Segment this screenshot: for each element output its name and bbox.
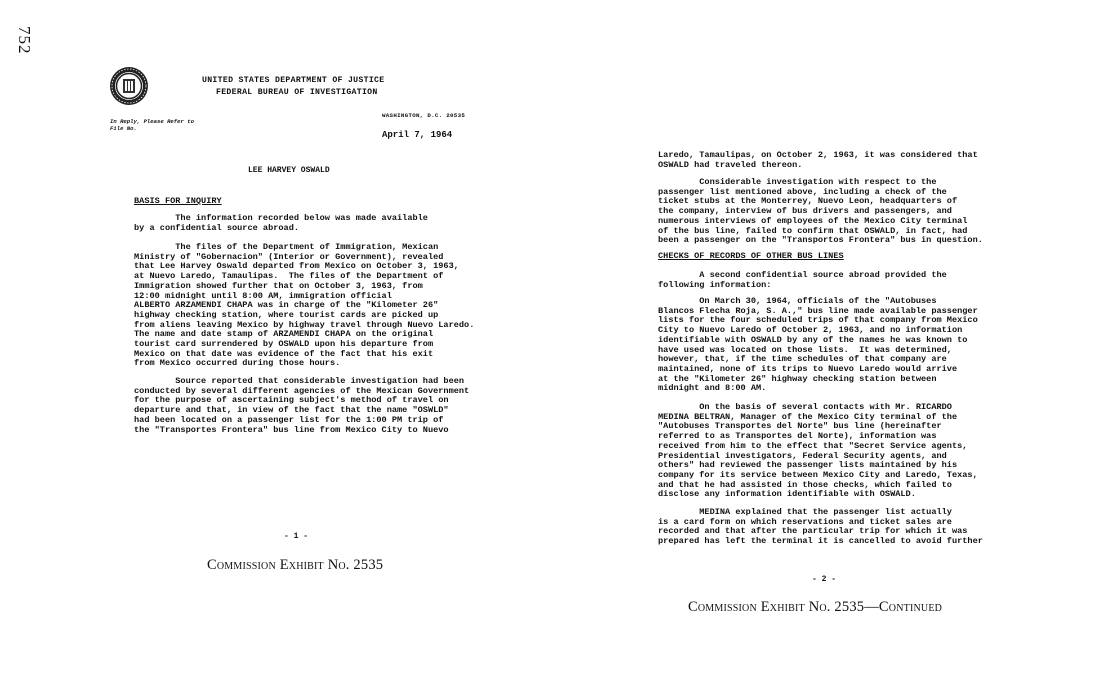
fbi-seal-icon bbox=[109, 66, 149, 106]
agency-line-1: UNITED STATES DEPARTMENT OF JUSTICE bbox=[202, 76, 385, 85]
volume-page-number: 752 bbox=[15, 26, 34, 55]
section-heading: CHECKS OF RECORDS OF OTHER BUS LINES bbox=[658, 251, 844, 261]
section-heading: BASIS FOR INQUIRY bbox=[134, 196, 222, 206]
paragraph: On the basis of several contacts with Mr. RICARDO MEDINA BELTRAN, Manager of the Mexico City terminal of the "Autobuses Transportes del Norte" bus line (hereinafter referred to as Transportes del Norte), information was received from him to the effect that "Secret Service agents, Presidential investigators, Federal Security agents, and others" had reviewed the passenger lists maintained by his company for its service between Mexico City and Laredo, Texas, and that he had assisted in those checks, which failed to disclose any information identifiable with OSWALD. bbox=[658, 402, 978, 500]
agency-line-2: FEDERAL BUREAU OF INVESTIGATION bbox=[216, 88, 378, 97]
reply-reference bbox=[110, 118, 194, 132]
paragraph: Considerable investigation with respect to the passenger list mentioned above, including a check of the ticket stubs at the Monterrey, Nuevo Leon, headquarters of the company, interview of bus drivers and passengers, and numerous interviews of employees of the Mexico City terminal of the bus line, failed to confirm that OSWALD, in fact, had been a passenger on the "Transportos Frontera" bus in question. bbox=[658, 177, 983, 246]
paragraph: The information recorded below was made available by a confidential source abroad. bbox=[134, 213, 428, 233]
page-number: - 1 - bbox=[284, 532, 309, 541]
paragraph: Source reported that considerable investigation had been conducted by several different agencies of the Mexican Government for the purpose of ascertaining subject's method of travel on departure and that, in view of the fact that the name "OSWLD" had been located on a passenger list for the 1:00 PM trip of the "Transportes Frontera" bus line from Mexico City to Nuevo bbox=[134, 376, 470, 435]
paragraph: The files of the Department of Immigration, Mexican Ministry of "Gobernacion" (Interior or Government), revealed that Lee Harvey Oswald departed from Mexico on October 3, 1963, at Nuevo Laredo, Tamaulipas. The files of the Department of Immigration showed further that on October 3, 1963, from 12:00 midnight until 8:00 AM, immigration official ALBERTO ARZAMENDI CHAPA was in charge of the "Kilometer 26" highway checking station, where tourist cards are picked up from aliens leaving Mexico by highway travel through Nuevo Laredo. The name and date stamp of ARZAMENDI CHAPA on the original tourist card surrendered by OSWALD upon his departure from Mexico on that date was evidence of the fact that his exit from Mexico occurred during those hours. bbox=[134, 242, 475, 369]
document-date: April 7, 1964 bbox=[382, 130, 453, 140]
reply-line-1: In Reply, Please Refer to bbox=[110, 118, 194, 125]
exhibit-caption: Commission Exhibit No. 2535 bbox=[207, 557, 384, 573]
paragraph: MEDINA explained that the passenger list actually is a card form on which reservations and ticket sales are recorded and that after the particular trip for which it was prepared has left the terminal it is cancelled to avoid further bbox=[658, 507, 983, 547]
location: WASHINGTON, D.C. 20535 bbox=[382, 112, 466, 119]
paragraph: Laredo, Tamaulipas, on October 2, 1963, it was considered that OSWALD had traveled thereon. bbox=[658, 150, 978, 170]
exhibit-caption: Commission Exhibit No. 2535—Continued bbox=[688, 599, 943, 615]
reply-line-2: File No. bbox=[110, 125, 137, 132]
paragraph: A second confidential source abroad provided the following information: bbox=[658, 270, 947, 290]
page-number: - 2 - bbox=[812, 575, 837, 584]
paragraph: On March 30, 1964, officials of the "Autobuses Blancos Flecha Roja, S. A.," bus line made available passenger lists for the four scheduled trips of that company from Mexico City to Nuevo Laredo of October 2, 1963, and no information identifiable with OSWALD by any of the names he was known to have used was located on those lists. It was determined, however, that, if the time schedules of that company are maintained, none of its trips to Nuevo Laredo would arrive at the "Kilometer 26" highway checking station between midnight and 8:00 AM. bbox=[658, 296, 978, 394]
subject-line: LEE HARVEY OSWALD bbox=[248, 166, 330, 175]
letterhead bbox=[202, 75, 384, 99]
